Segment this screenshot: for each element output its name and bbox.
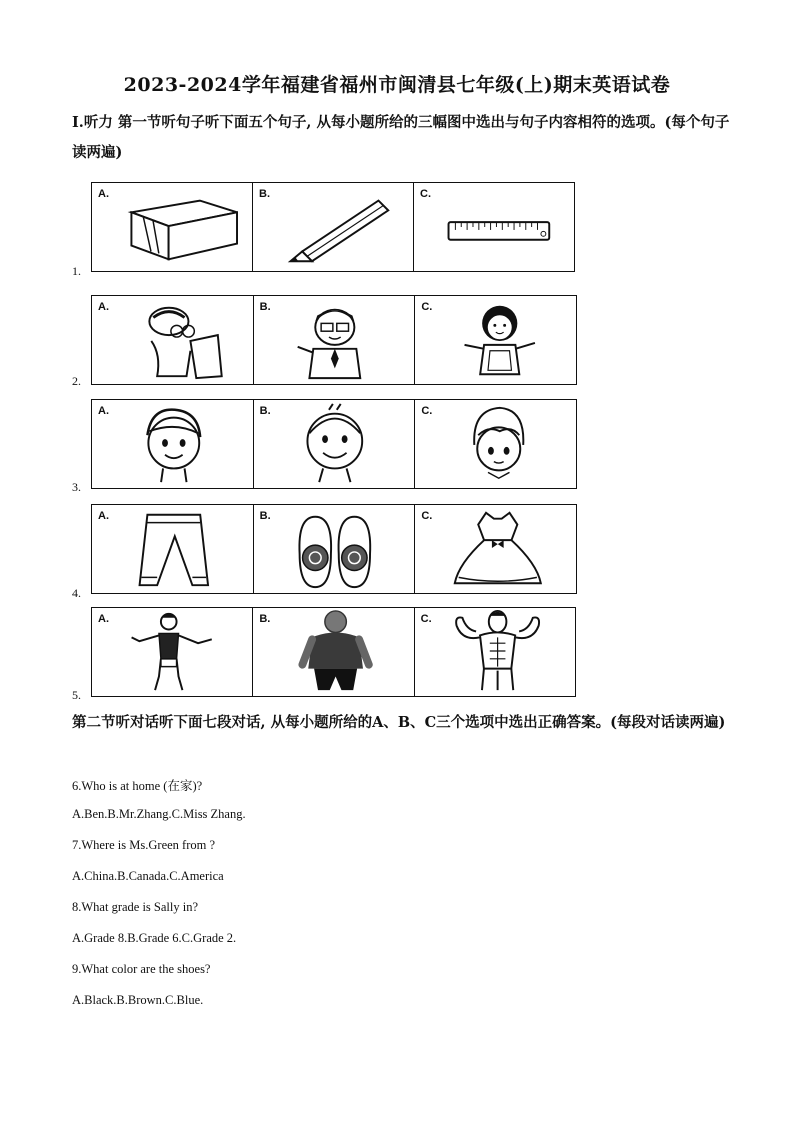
option-b: [254, 505, 416, 593]
option-label: A.: [98, 510, 109, 522]
question-number: 1.: [72, 264, 81, 278]
answer-options: A.China.B.Canada.C.America: [72, 869, 224, 883]
dress-icon: [415, 505, 576, 593]
question-text: 7.Where is Ms.Green from ?: [72, 838, 216, 852]
question-text: 9.What color are the shoes?: [72, 962, 211, 976]
question-number: 5.: [72, 688, 81, 702]
picture-options-row: [91, 399, 577, 489]
option-c: [414, 183, 574, 271]
option-b: [254, 296, 416, 384]
option-a: [92, 608, 253, 696]
option-c: [415, 608, 575, 696]
option-a: [92, 296, 254, 384]
option-b: [253, 608, 414, 696]
option-b: [254, 400, 416, 488]
question-text: 6.Who is at home (在家)?: [72, 779, 203, 793]
option-label: C.: [421, 405, 433, 417]
strong-man-icon: [415, 608, 575, 696]
answer-options: A.Black.B.Brown.C.Blue.: [72, 993, 204, 1007]
option-c: [415, 505, 576, 593]
pencil-icon: [253, 183, 413, 271]
option-label: B.: [259, 510, 271, 522]
option-c: [415, 296, 576, 384]
option-a: [92, 505, 254, 593]
old-man-reading-icon: [92, 296, 253, 384]
picture-options-row: [91, 607, 576, 697]
shoes-icon: [254, 505, 415, 593]
option-label: A.: [98, 188, 109, 200]
option-label: B.: [259, 188, 270, 200]
section1-heading: I.听力 第一节听句子听下面五个句子, 从每小题所给的三幅图中选出与句子内容相符的选项。(每个句子读两遍): [72, 114, 730, 161]
eraser-icon: [92, 183, 252, 271]
picture-options-row: [91, 295, 577, 385]
answer-options: A.Ben.B.Mr.Zhang.C.Miss Zhang.: [72, 807, 246, 821]
boy-face-icon: [92, 400, 253, 488]
option-label: B.: [259, 301, 271, 313]
option-a: [92, 183, 253, 271]
option-c: [415, 400, 576, 488]
page-title: 2023-2024学年福建省福州市闽清县七年级(上)期末英语试卷: [123, 74, 671, 96]
option-b: [253, 183, 414, 271]
option-label: A.: [98, 301, 109, 313]
ruler-icon: [414, 183, 574, 271]
question-number: 4.: [72, 586, 81, 600]
picture-options-row: [91, 504, 577, 594]
question-number: 2.: [72, 374, 81, 388]
option-a: [92, 400, 254, 488]
smiling-boy-face-icon: [254, 400, 415, 488]
option-label: C.: [420, 613, 432, 625]
answer-options: A.Grade 8.B.Grade 6.C.Grade 2.: [72, 931, 237, 945]
option-label: A.: [98, 405, 109, 417]
question-number: 3.: [72, 480, 81, 494]
option-label: C.: [421, 510, 433, 522]
option-label: B.: [259, 405, 271, 417]
option-label: B.: [259, 613, 271, 625]
option-label: A.: [98, 613, 109, 625]
option-label: C.: [421, 301, 433, 313]
fat-man-icon: [253, 608, 413, 696]
question-text: 8.What grade is Sally in?: [72, 900, 199, 914]
thin-man-icon: [92, 608, 252, 696]
trousers-icon: [92, 505, 253, 593]
child-face-icon: [415, 400, 576, 488]
girl-with-apron-icon: [415, 296, 576, 384]
man-with-glasses-icon: [254, 296, 415, 384]
picture-options-row: [91, 182, 575, 272]
section2-heading: 第二节听对话听下面七段对话, 从每小题所给的A、B、C三个选项中选出正确答案。(每段对话读两遍): [72, 714, 726, 731]
option-label: C.: [420, 188, 431, 200]
